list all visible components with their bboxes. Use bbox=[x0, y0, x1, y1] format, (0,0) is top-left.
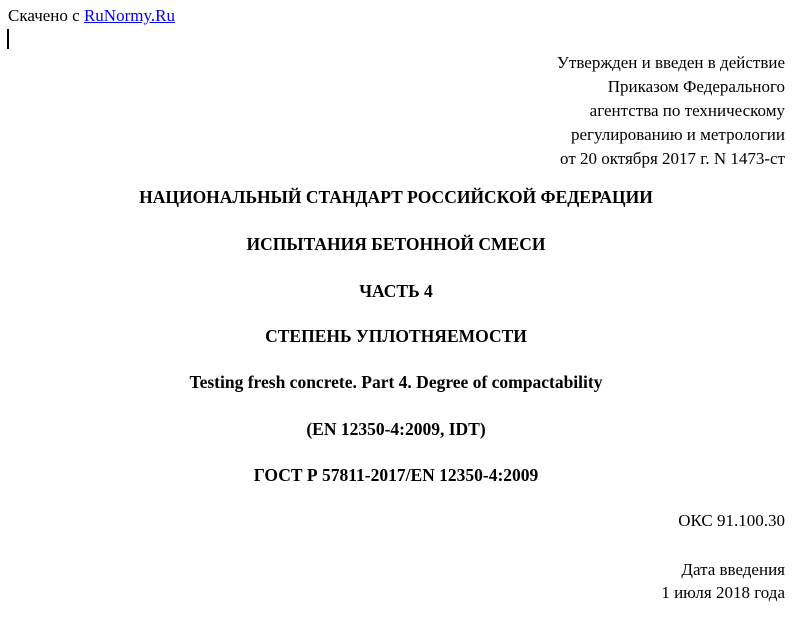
approval-block bbox=[557, 51, 785, 171]
national-standard-heading: НАЦИОНАЛЬНЫЙ СТАНДАРТ РОССИЙСКОЙ ФЕДЕРАЦИИ bbox=[139, 187, 653, 207]
introduction-date: 1 июля 2018 года bbox=[661, 583, 785, 602]
approval-line: от 20 октября 2017 г. N 1473-ст bbox=[560, 149, 785, 168]
text-cursor bbox=[7, 29, 9, 49]
standard-designation: ГОСТ Р 57811-2017/EN 12350-4:2009 bbox=[253, 465, 539, 485]
english-title: Testing fresh concrete. Part 4. Degree of compactability bbox=[189, 372, 603, 392]
subject-heading: ИСПЫТАНИЯ БЕТОННОЙ СМЕСИ bbox=[246, 234, 546, 254]
source-line bbox=[8, 7, 175, 24]
part-heading: ЧАСТЬ 4 bbox=[359, 281, 433, 301]
runormy-link[interactable]: RuNormy.Ru bbox=[83, 6, 175, 25]
source-prefix: Скачено с bbox=[8, 6, 84, 25]
introduction-date-block bbox=[661, 558, 785, 604]
approval-line: Утвержден и введен в действие bbox=[556, 53, 785, 72]
approval-line: Приказом Федерального bbox=[607, 77, 785, 96]
approval-line: агентства по техническому bbox=[589, 101, 785, 120]
approval-line: регулированию и метрологии bbox=[570, 125, 785, 144]
subtitle-heading: СТЕПЕНЬ УПЛОТНЯЕМОСТИ bbox=[265, 326, 527, 346]
introduction-label: Дата введения bbox=[681, 560, 785, 579]
okc-code: ОКС 91.100.30 bbox=[678, 511, 785, 530]
equivalence-note: (EN 12350-4:2009, IDT) bbox=[306, 419, 486, 439]
